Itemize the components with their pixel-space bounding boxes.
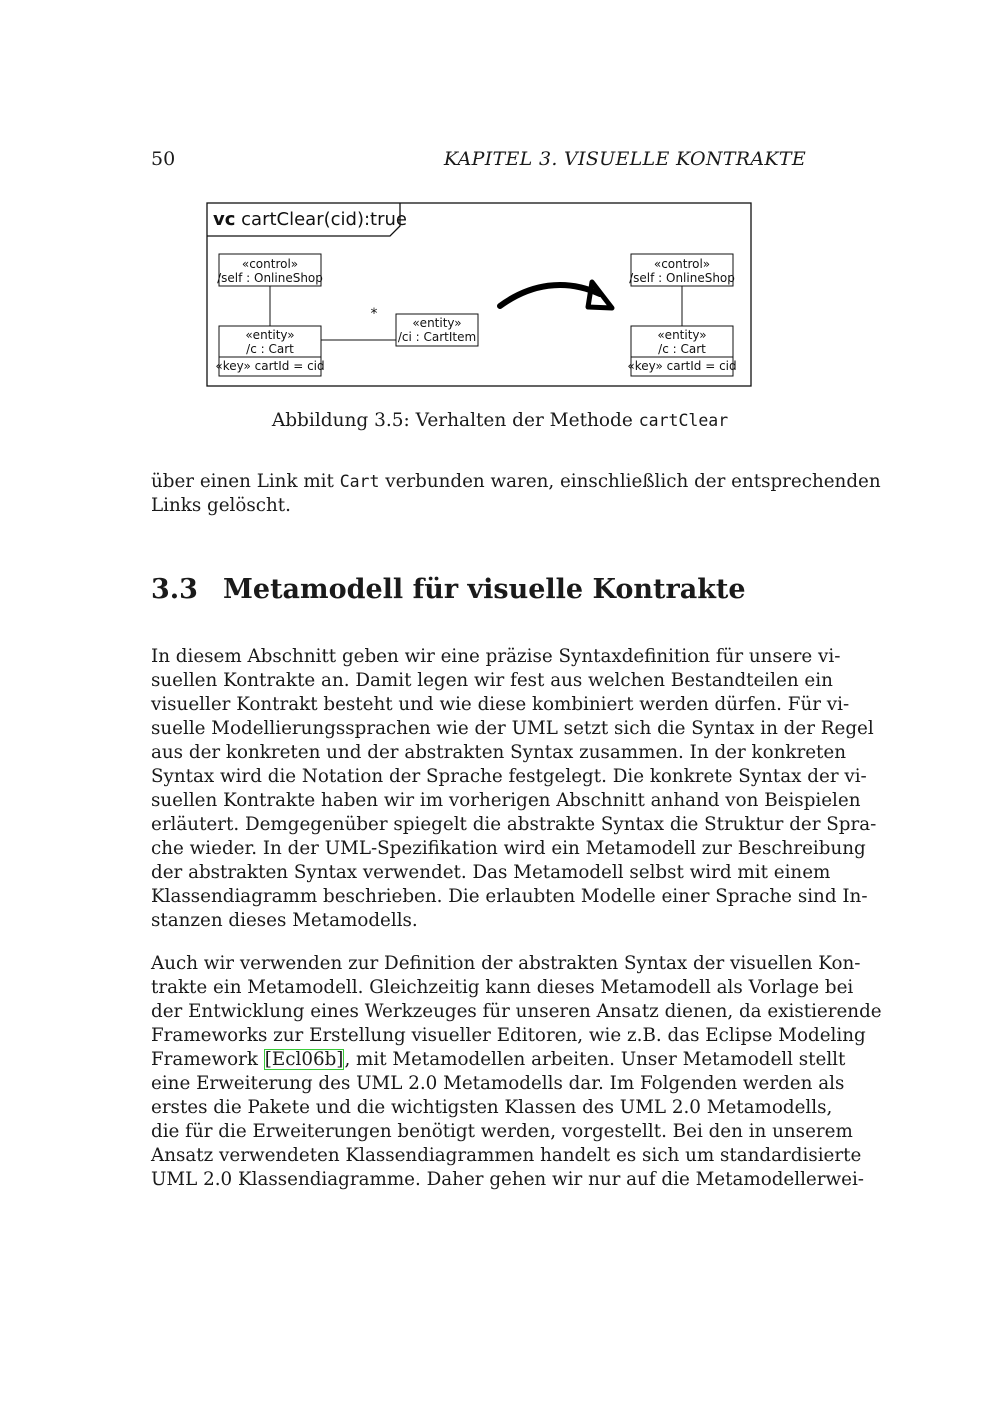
text-line: erstes die Pakete und die wichtigsten Klassen des UML 2.0 Metamodells, <box>151 1097 833 1118</box>
paragraph-2 <box>151 952 882 1192</box>
inline-code: Cart <box>339 472 380 491</box>
caption-text: Abbildung 3.5: Verhalten der Methode <box>271 410 639 431</box>
text-line: Links gelöscht. <box>151 495 291 516</box>
frame-keyword: vc <box>213 209 236 230</box>
text-line: erläutert. Demgegenüber spiegelt die abstrakte Syntax die Struktur der Spra- <box>151 814 877 835</box>
text-line: Framework [Ecl06b], mit Metamodellen arbeiten. Unser Metamodell stellt <box>151 1049 846 1070</box>
right-control-stereotype: «control» <box>653 257 711 271</box>
caption-code: cartClear <box>638 411 729 430</box>
text-line: der abstrakten Syntax verwendet. Das Metamodell selbst wird mit einem <box>151 862 831 883</box>
text-line: Ansatz verwendeten Klassendiagrammen handelt es sich um standardisierte <box>151 1145 862 1166</box>
left-control-stereotype: «control» <box>241 257 299 271</box>
right-control-name: /self : OnlineShop <box>629 271 735 285</box>
page-number: 50 <box>151 148 176 170</box>
text-line: die für die Erweiterungen benötigt werden, vorgestellt. Bei den in unserem <box>151 1121 853 1142</box>
transformation-arrow-head <box>588 282 612 308</box>
text-line: stanzen dieses Metamodells. <box>151 910 418 931</box>
text-line: Klassendiagramm beschrieben. Die erlaubten Modelle einer Sprache sind In- <box>151 886 868 907</box>
text-line: UML 2.0 Klassendiagramme. Daher gehen wir nur auf die Metamodellerwei- <box>151 1169 864 1190</box>
left-cart-key: «key» cartId = cid <box>215 359 325 373</box>
text-line: In diesem Abschnitt geben wir eine präzise Syntaxdefinition für unsere vi- <box>151 646 841 667</box>
right-cart-stereotype: «entity» <box>657 328 707 342</box>
text-line: Auch wir verwenden zur Definition der abstrakten Syntax der visuellen Kon- <box>151 953 861 974</box>
left-control-name: /self : OnlineShop <box>217 271 323 285</box>
paragraph-continuation <box>151 470 881 518</box>
text-line: eine Erweiterung des UML 2.0 Metamodells dar. Im Folgenden werden als <box>151 1073 845 1094</box>
figure-caption <box>0 410 1000 431</box>
text-line: über einen Link mit Cart verbunden waren, einschließlich der entsprechenden <box>151 471 881 492</box>
text-line: visueller Kontrakt besteht und wie diese kombiniert werden dürfen. Für vi- <box>151 694 850 715</box>
transformation-arrow <box>500 285 600 306</box>
left-cartitem-stereotype: «entity» <box>412 316 462 330</box>
running-header: KAPITEL 3. VISUELLE KONTRAKTE <box>443 148 806 170</box>
left-cartitem-name: /ci : CartItem <box>397 330 477 344</box>
section-title: Metamodell für visuelle Kontrakte <box>223 574 746 605</box>
text-line: aus der konkreten und der abstrakten Syntax zusammen. In der konkreten <box>151 742 846 763</box>
text-line: Syntax wird die Notation der Sprache festgelegt. Die konkrete Syntax der vi- <box>151 766 867 787</box>
paragraph-1 <box>151 645 877 933</box>
frame-operation: cartClear(cid):true <box>241 209 407 230</box>
text-line: suelle Modellierungssprachen wie der UML setzt sich die Syntax in der Regel <box>151 718 874 739</box>
text-line: che wieder. In der UML-Spezifikation wird ein Metamodell zur Beschreibung <box>151 838 866 859</box>
section-heading <box>151 574 746 605</box>
text-line: trakte ein Metamodell. Gleichzeitig kann dieses Metamodell als Vorlage bei <box>151 977 854 998</box>
citation-link[interactable]: [Ecl06b] <box>264 1049 344 1070</box>
right-cart-name: /c : Cart <box>658 342 706 356</box>
left-cart-stereotype: «entity» <box>245 328 295 342</box>
uml-contract-diagram <box>200 196 760 396</box>
text-line: der Entwicklung eines Werkzeuges für unseren Ansatz dienen, da existierende <box>151 1001 882 1022</box>
text-line: suellen Kontrakte an. Damit legen wir fest aus welchen Bestandteilen ein <box>151 670 833 691</box>
section-number: 3.3 <box>151 574 198 605</box>
right-cart-key: «key» cartId = cid <box>627 359 737 373</box>
link-multiplicity: * <box>370 306 378 322</box>
text-line: suellen Kontrakte haben wir im vorherigen Abschnitt anhand von Beispielen <box>151 790 861 811</box>
left-cart-name: /c : Cart <box>246 342 294 356</box>
text-line: Frameworks zur Erstellung visueller Editoren, wie z.B. das Eclipse Modeling <box>151 1025 866 1046</box>
frame-title <box>213 209 407 230</box>
